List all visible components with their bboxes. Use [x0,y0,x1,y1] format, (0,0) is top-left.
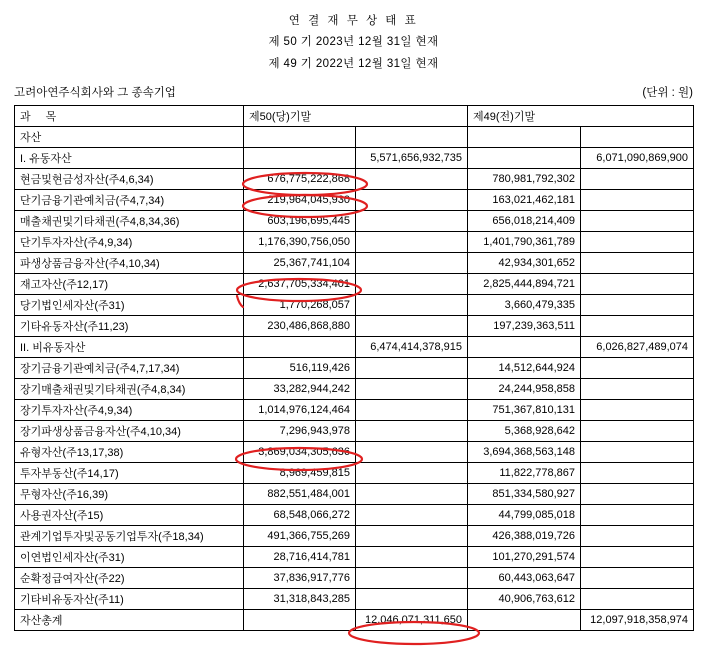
row-value-v3: 60,443,063,647 [468,568,581,589]
row-value-v1: 603,196,695,445 [244,211,356,232]
table-row [15,253,694,274]
row-value-v1: 676,775,222,868 [244,169,356,190]
table-row [15,400,694,421]
row-value-v1: 491,366,755,269 [244,526,356,547]
financial-statement-table [14,105,694,631]
row-value-v4: 12,097,918,358,974 [581,610,694,631]
row-value-v3: 1,401,790,361,789 [468,232,581,253]
table-row [15,484,694,505]
row-value-v3: 101,270,291,574 [468,547,581,568]
row-value-v4 [581,568,694,589]
row-value-v3: 14,512,644,924 [468,358,581,379]
row-value-v2: 5,571,656,932,735 [356,148,468,169]
row-value-v3: 3,660,479,335 [468,295,581,316]
row-value-v4 [581,547,694,568]
document-title: 연 결 재 무 상 태 표 [288,15,419,27]
row-value-v2 [356,463,468,484]
row-value-v2 [356,169,468,190]
row-label: 장기투자자산(주4,9,34) [15,400,244,421]
row-value-v4 [581,295,694,316]
row-value-v2 [356,421,468,442]
table-row [15,316,694,337]
row-value-v4 [581,505,694,526]
row-value-v4 [581,211,694,232]
row-value-v4 [581,358,694,379]
table-row [15,232,694,253]
row-value-v1 [244,127,356,148]
row-value-v4 [581,463,694,484]
row-label: 순확정급여자산(주22) [15,568,244,589]
row-value-v2 [356,442,468,463]
row-value-v3 [468,127,581,148]
row-label: 사용권자산(주15) [15,505,244,526]
row-label: 관계기업투자및공동기업투자(주18,34) [15,526,244,547]
row-value-v1: 33,282,944,242 [244,379,356,400]
row-value-v1: 68,548,066,272 [244,505,356,526]
row-label: 장기금융기관예치금(주4,7,17,34) [15,358,244,379]
row-value-v2 [356,253,468,274]
row-value-v1: 8,969,459,815 [244,463,356,484]
header-current-period: 제50(당)기말 [244,106,468,127]
row-value-v1: 7,296,943,978 [244,421,356,442]
row-value-v3: 11,822,778,867 [468,463,581,484]
row-value-v3: 780,981,792,302 [468,169,581,190]
table-row [15,127,694,148]
row-label: 현금및현금성자산(주4,6,34) [15,169,244,190]
row-label: 투자부동산(주14,17) [15,463,244,484]
table-row [15,148,694,169]
row-value-v3: 5,368,928,642 [468,421,581,442]
row-value-v3 [468,610,581,631]
table-header-row [15,106,694,127]
row-value-v1: 516,119,426 [244,358,356,379]
table-row [15,589,694,610]
row-label: 장기매출채권및기타채권(주4,8,34) [15,379,244,400]
row-value-v2 [356,316,468,337]
row-value-v4 [581,400,694,421]
row-value-v1: 230,486,868,880 [244,316,356,337]
table-row [15,358,694,379]
row-value-v3 [468,148,581,169]
table-row [15,442,694,463]
table-row [15,169,694,190]
row-value-v3: 2,825,444,894,721 [468,274,581,295]
row-label: 장기파생상품금융자산(주4,10,34) [15,421,244,442]
row-value-v1: 25,367,741,104 [244,253,356,274]
header-label: 과 목 [15,106,244,127]
row-value-v4 [581,274,694,295]
row-value-v2 [356,127,468,148]
table-row [15,421,694,442]
row-value-v1: 1,770,268,057 [244,295,356,316]
table-row [15,337,694,358]
row-value-v1 [244,610,356,631]
row-label: 무형자산(주16,39) [15,484,244,505]
table-row [15,526,694,547]
row-value-v2 [356,400,468,421]
title-block [0,0,707,75]
row-value-v2 [356,295,468,316]
document-period-prior: 제 49 기 2022년 12월 31일 현재 [268,58,439,70]
table-row [15,463,694,484]
row-value-v4 [581,589,694,610]
row-value-v4 [581,169,694,190]
row-value-v3: 197,239,363,511 [468,316,581,337]
row-value-v4: 6,071,090,869,900 [581,148,694,169]
row-label: 파생상품금융자산(주4,10,34) [15,253,244,274]
row-value-v3: 426,388,019,726 [468,526,581,547]
row-value-v4 [581,190,694,211]
row-value-v2 [356,190,468,211]
row-value-v4 [581,127,694,148]
row-value-v3: 44,799,085,018 [468,505,581,526]
row-value-v1: 882,551,484,001 [244,484,356,505]
row-value-v1 [244,148,356,169]
row-value-v1: 1,176,390,756,050 [244,232,356,253]
row-value-v4 [581,484,694,505]
meta-row [0,75,707,105]
row-label: 기타비유동자산(주11) [15,589,244,610]
row-value-v2 [356,211,468,232]
row-value-v2: 6,474,414,378,915 [356,337,468,358]
row-value-v4 [581,253,694,274]
row-value-v2 [356,484,468,505]
row-value-v2 [356,526,468,547]
row-value-v3: 851,334,580,927 [468,484,581,505]
document-period-current: 제 50 기 2023년 12월 31일 현재 [268,36,439,48]
row-value-v3: 42,934,301,652 [468,253,581,274]
row-value-v3: 24,244,958,858 [468,379,581,400]
row-value-v4 [581,316,694,337]
table-row [15,568,694,589]
row-value-v1: 3,869,034,305,636 [244,442,356,463]
row-value-v4 [581,442,694,463]
row-label: 기타유동자산(주11,23) [15,316,244,337]
row-value-v1: 37,836,917,776 [244,568,356,589]
row-value-v2: 12,046,071,311,650 [356,610,468,631]
table-row [15,379,694,400]
row-value-v3: 751,367,810,131 [468,400,581,421]
row-value-v4 [581,379,694,400]
row-value-v2 [356,505,468,526]
table-row [15,295,694,316]
row-label: 단기금융기관예치금(주4,7,34) [15,190,244,211]
company-name: 고려아연주식회사와 그 종속기업 [14,87,176,99]
row-label: 자산총계 [15,610,244,631]
row-value-v4 [581,526,694,547]
table-row [15,610,694,631]
row-value-v3: 163,021,462,181 [468,190,581,211]
row-label: II. 비유동자산 [15,337,244,358]
row-label: I. 유동자산 [15,148,244,169]
row-label: 당기법인세자산(주31) [15,295,244,316]
row-value-v2 [356,232,468,253]
row-value-v1: 219,964,045,930 [244,190,356,211]
table-row [15,505,694,526]
row-value-v1: 28,716,414,781 [244,547,356,568]
table-row [15,547,694,568]
row-label: 단기투자자산(주4,9,34) [15,232,244,253]
row-value-v2 [356,358,468,379]
row-value-v1: 2,637,705,334,401 [244,274,356,295]
table-row [15,274,694,295]
row-value-v3 [468,337,581,358]
row-value-v4 [581,421,694,442]
row-value-v4: 6,026,827,489,074 [581,337,694,358]
row-value-v1: 1,014,976,124,464 [244,400,356,421]
row-label: 재고자산(주12,17) [15,274,244,295]
row-value-v1 [244,337,356,358]
row-value-v1: 31,318,843,285 [244,589,356,610]
row-label: 이연법인세자산(주31) [15,547,244,568]
row-value-v2 [356,568,468,589]
row-value-v2 [356,379,468,400]
row-value-v4 [581,232,694,253]
header-prior-period: 제49(전)기말 [468,106,694,127]
table-row [15,190,694,211]
row-label: 자산 [15,127,244,148]
table-row [15,211,694,232]
row-value-v2 [356,589,468,610]
row-value-v3: 656,018,214,409 [468,211,581,232]
row-label: 유형자산(주13,17,38) [15,442,244,463]
row-label: 매출채권및기타채권(주4,8,34,36) [15,211,244,232]
row-value-v3: 40,906,763,612 [468,589,581,610]
row-value-v3: 3,694,368,563,148 [468,442,581,463]
row-value-v2 [356,274,468,295]
row-value-v2 [356,547,468,568]
currency-unit: (단위 : 원) [642,87,693,99]
